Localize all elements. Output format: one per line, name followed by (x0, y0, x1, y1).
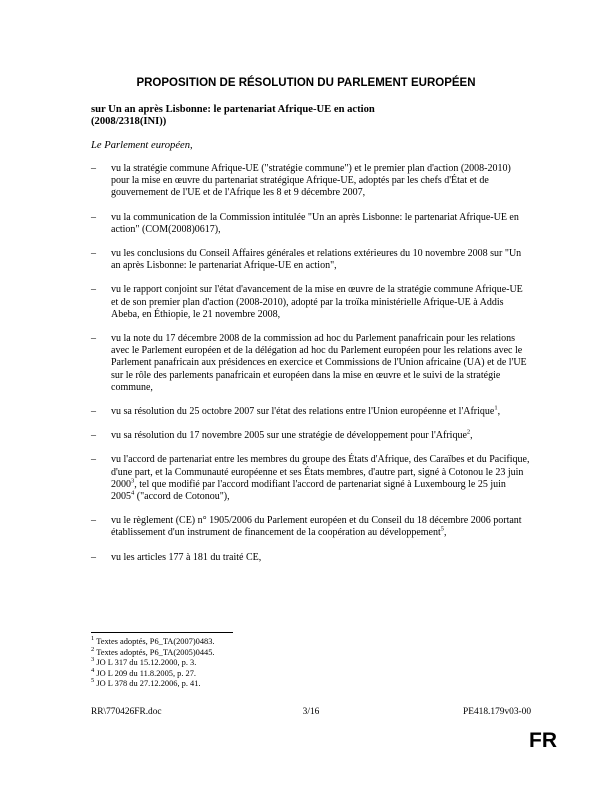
language-code: FR (529, 729, 557, 752)
intro-formula: Le Parlement européen, (91, 140, 193, 151)
footnote-number: 2 (91, 645, 95, 653)
footnote (91, 658, 215, 669)
footnote-text: Textes adoptés, P6_TA(2007)0483. (94, 637, 215, 646)
dash-bullet: – (91, 430, 96, 442)
citation-text-end: , (497, 406, 501, 418)
footnote-text: Textes adoptés, P6_TA(2005)0445. (94, 647, 215, 657)
dash-bullet: – (91, 454, 96, 466)
footer-reference: PE418.179v03-00 (463, 707, 531, 717)
dash-bullet: – (91, 284, 96, 296)
citation-text: vu la note du 17 décembre 2008 de la commission ad hoc du Parlement panafricain pour les relations avec le Parlement européen et de la délégation ad hoc du Parlement européen pour les relations avec le Parlement panafricain aux présidences en exercice et Commissions de l'Union africaine (UA) et de l'UE sur le rôle des parlements panafricain et européen dans la mise en œuvre et le suivi de la stratégie commune, (111, 333, 527, 393)
footnote (91, 666, 215, 680)
footnote (91, 637, 215, 648)
footnote-text: JO L 209 du 11.8.2005, p. 27. (94, 668, 196, 678)
footer-page-number: 3/16 (302, 707, 320, 717)
subtitle-line-1: sur Un an après Lisbonne: le partenariat Afrique-UE en action (91, 104, 375, 115)
footnote-ref: 4 (131, 489, 135, 497)
citation-item (91, 248, 531, 272)
procedure-reference: (2008/2318(INI)) (91, 116, 167, 127)
dash-bullet: – (91, 515, 96, 527)
citation-item (91, 333, 531, 394)
citation-text: vu sa résolution du 25 octobre 2007 sur l'état des relations entre l'Union européenne et l'Afrique (111, 406, 495, 418)
dash-bullet: – (91, 333, 96, 345)
footnote-number: 5 (91, 677, 95, 685)
citation-item (91, 406, 531, 418)
citation-text: vu l'accord de partenariat entre les membres du groupe des États d'Afrique, des Caraïbes et du Pacifique, d'une part, et la Communauté européenne et ses États membres, d'autre part, signé à Cotonou le 23 juin 2000 (111, 454, 530, 490)
footnote-ref: 2 (466, 428, 471, 436)
citation-text-end: ("accord de Cotonou"), (134, 491, 230, 503)
footnote-number: 4 (91, 666, 95, 674)
dash-bullet: – (91, 163, 96, 174)
document-title: PROPOSITION DE RÉSOLUTION DU PARLEMENT EUROPÉEN (136, 77, 476, 89)
citation-item (91, 284, 531, 321)
citation-item (91, 552, 531, 564)
citation-text: vu la stratégie commune Afrique-UE ("stratégie commune") et le premier plan d'action (2008-2010) pour la mise en œuvre du partenariat stratégique Afrique-UE, adoptés par les chefs d'État et de gouvernement de l'UE et de l'Afrique les 8 et 9 décembre 2007, (111, 163, 511, 199)
citation-text: vu les articles 177 à 181 du traité CE, (111, 551, 262, 563)
citation-item (91, 212, 531, 236)
citation-text: vu les conclusions du Conseil Affaires générales et relations extérieures du 10 novembre 2008 sur "Un an après Lisbonne: le partenariat Afrique-UE en action", (111, 248, 522, 272)
footnote (91, 645, 215, 659)
footnote-separator (91, 632, 233, 633)
footer-filename: RR\770426FR.doc (91, 707, 162, 717)
citation-text-middle: , tel que modifié par l'accord modifiant l'accord de partenariat signé à Luxembourg le 25 juin 2005 (111, 478, 506, 503)
footnote-number: 3 (91, 656, 95, 664)
dash-bullet: – (91, 406, 96, 418)
citation-item (91, 454, 531, 503)
citations-list (91, 163, 531, 576)
footnote-text: JO L 378 du 27.12.2006, p. 41. (94, 679, 201, 689)
dash-bullet: – (91, 551, 96, 563)
footnote-ref: 3 (131, 477, 135, 485)
footnotes-list (91, 637, 215, 690)
citation-item (91, 163, 531, 200)
citation-text-end: , (444, 527, 447, 539)
footnote-number: 1 (91, 635, 95, 643)
footnote-ref: 1 (494, 404, 498, 412)
dash-bullet: – (91, 211, 96, 223)
document-subtitle (91, 104, 531, 128)
citation-item (91, 515, 531, 539)
citation-item (91, 430, 531, 442)
citation-text-end: , (470, 430, 473, 442)
citation-text: vu sa résolution du 17 novembre 2005 sur une stratégie de développement pour l'Afrique (111, 430, 467, 442)
footnote-text: JO L 317 du 15.12.2000, p. 3. (94, 658, 197, 668)
footnote-ref: 5 (440, 526, 444, 534)
footnote (91, 679, 215, 690)
citation-text: vu le rapport conjoint sur l'état d'avancement de la mise en œuvre de la stratégie commune Afrique-UE et de son premier plan d'action (2008-2010), adopté par la troïka ministérielle Afrique-UE à Addis Abeba, en Éthiopie, le 21 novembre 2008, (111, 284, 523, 320)
citation-text: vu le règlement (CE) n° 1905/2006 du Parlement européen et du Conseil du 18 décembre 2006 portant établissement d'un instrument de financement de la coopération au développement (111, 515, 522, 539)
dash-bullet: – (91, 248, 96, 260)
citation-text: vu la communication de la Commission intitulée "Un an après Lisbonne: le partenariat Afrique-UE en action" (COM(2008)0617), (111, 211, 519, 235)
